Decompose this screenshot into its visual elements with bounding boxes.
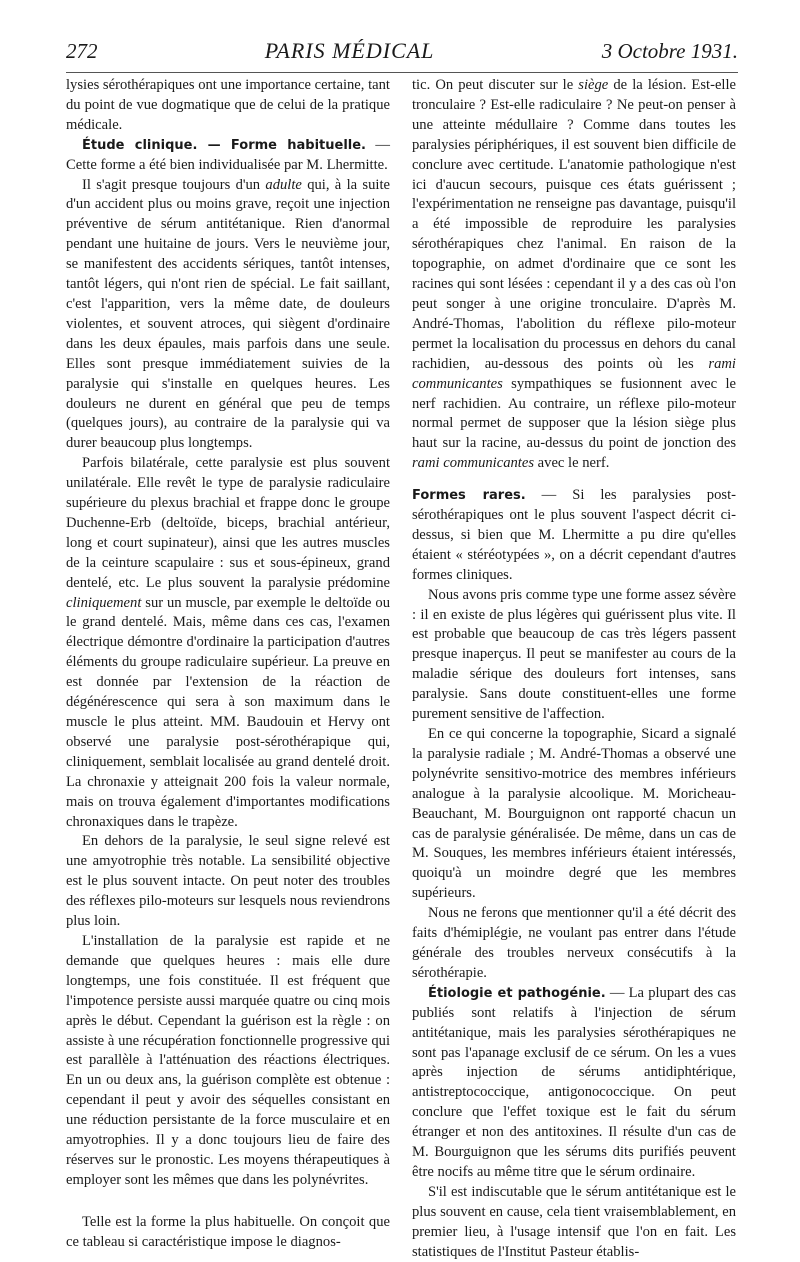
paragraph: Telle est la forme la plus habituelle. On conçoit que ce tableau si caractéristique impose le diagnos-	[66, 1213, 390, 1250]
italic-text: adulte	[265, 176, 302, 193]
italic-text: cliniquement	[66, 594, 142, 611]
text-run: Parfois bilatérale, cette paralysie est plus souvent unilatérale. Elle revêt le type de paralysie radiculaire supérieure du plexus brachial et frappe donc le groupe Duchenne-Erb (deltoïde, biceps, brachial antérieur, long et court supinateur), ainsi que les autres muscles de la ceinture scapulaire : sus et sous-épineux, grand dentelé, etc. Le plus souvent la paralysie prédomine	[66, 455, 390, 591]
issue-date: 3 Octobre 1931.	[601, 39, 738, 63]
section-heading: Étude clinique. — Forme habituelle.	[82, 137, 366, 153]
paragraph-text: — Si les paralysies post-sérothérapiques ont le plus souvent l'aspect décrit ci-dessus, si bien que M. Lhermitte a pu dire qu'elles étaient « stéréotypées », on a décrit cependant d'autres formes cliniques.	[412, 487, 736, 583]
paragraph: En ce qui concerne la topographie, Sicard a signalé la paralysie radiale ; M. André-Thomas a observé une polynévrite sensitivo-motrice des membres inférieurs analogue à la paralysie alcoolique. M. Moricheau-Beauchant, M. Bourguignon ont rapporté chacun un cas de paralysie généralisée. De même, dans un cas de M. Souques, les membres inférieurs étaient intéressés, quoiqu'à un moindre degré que les membres supérieurs.	[412, 726, 736, 902]
section-heading: Formes rares.	[412, 488, 526, 504]
text-run: qui, à la suite d'un accident plus ou moins grave, reçoit une injection préventive de sérum antitétanique. Rien d'anormal pendant une huitaine de jours. Vers le neuvième jour, se manifestent des accidents sériques, tantôt intenses, tantôt légers, qui n'ont rien de spécial. Le fait saillant, c'est l'apparition, vers la même date, de douleurs violentes, et souvent atroces, qui siègent d'ordinaire dans les deux épaules, mais parfois dans une seule. Elles sont presque immédiatement suivies de la paralysie qui s'installe en quelques heures. Les douleurs ne durent en général que peu de temps (quelques jours), au contraire de la paralysie qui va durer beaucoup plus longtemps.	[66, 176, 390, 452]
text-run: de la lésion. Est-elle tronculaire ? Est-elle radiculaire ? Ne peut-on penser à une atteinte médullaire ? Comme dans toutes les paralysies périphériques, il est souvent bien difficile de conclure avec certitude. L'anatomie pathologique n'est ici d'aucun secours, puisque ces états guérissent ; l'expérimentation ne renseigne pas davantage, puisqu'il a été impossible de reproduire les paralysies sérothérapiques chez l'animal. En raison de la topographie, on admet d'ordinaire que ce sont les racines qui sont lésées : cependant il y a des cas où l'on peut songer à une origine tronculaire. D'après M. André-Thomas, l'abolition du réflexe pilo-moteur permet la localisation du processus en dehors du canal rachidien, au-dessous des points où les	[412, 77, 737, 372]
paragraph-text: — Cette forme a été bien individualisée par M. Lhermitte.	[66, 136, 390, 173]
right-column	[412, 76, 736, 1262]
paragraph: En dehors de la paralysie, le seul signe relevé est une amyotrophie très notable. La sensibilité objective est le plus souvent intacte. On peut noter des troubles des réflexes pilo-moteurs sur lesquels nous reviendrons plus loin.	[66, 833, 390, 930]
paragraph: L'installation de la paralysie est rapide et ne demande que quelques heures : mais elle dure longtemps, une fois constituée. Il est fréquent que l'impotence persiste aussi marquée quatre ou cinq mois après le début. Cependant la guérison est la règle : on assiste à une récupération fonctionnelle progressive qui est parallèle à l'atténuation des réactions électriques. En un ou deux ans, la guérison complète est obtenue : cependant il peut y avoir des séquelles consistant en une réduction persistante de la force musculaire et en amyotrophies. Il y a donc toujours lieu de faire des réserves sur le pronostic. Les moyens thérapeutiques à employer sont les mêmes que dans les polynévrites.	[66, 932, 390, 1188]
section-formes-rares	[412, 486, 736, 586]
paragraph	[66, 176, 390, 455]
paragraph: S'il est indiscutable que le sérum antitétanique est le plus souvent en cause, cela tient vraisemblablement, en premier lieu, à l'usage intensif que l'on en fait. Les statistiques de l'Institut Pasteur établis-	[412, 1183, 736, 1260]
journal-title: PARIS MÉDICAL	[264, 38, 435, 63]
text-run: sympathiques se fusionnent avec le nerf rachidien. Au contraire, un réflexe pilo-moteur normal permet de supposer que la lésion siège plus haut sur la racine, au-dessus du point de jonction des	[412, 375, 736, 452]
text-run: Il s'agit presque toujours d'un	[82, 176, 266, 193]
paragraph: Nous ne ferons que mentionner qu'il a été décrit des faits d'hémiplégie, ne voulant pas entrer dans l'étude générale des troubles nerveux consécutifs à la sérothérapie.	[412, 905, 736, 981]
text-run: sur un muscle, par exemple le deltoïde ou le grand dentelé. Mais, même dans ces cas, l'examen électrique démontre d'ordinaire la participation d'autres éléments du groupe radiculaire supérieur. La preuve en est donnée par l'extension de la réaction de dégénérescence qui sera à son maximum dans le muscle le plus atteint. MM. Baudouin et Hervy ont observé une paralysie post-sérothérapique qui, cliniquement, semblait localisée au grand dentelé droit. La chronaxie y atteignait 200 fois la valeur normale, mais on trouva également d'importantes modifications chronaxiques dans le trapèze.	[66, 594, 390, 830]
section-forme-habituelle	[66, 136, 390, 176]
italic-text: rami communicantes	[412, 355, 736, 392]
paragraph: Nous avons pris comme type une forme assez sévère : il en existe de plus légères qui guérissent plus vite. Il est probable que beaucoup de cas très légers passent presque inaperçus. Il peut se manifester au cours de la maladie sérique des douleurs fort intenses, sans paralysie. Sans doute constituent-elles une forme purement sensitive de l'affection.	[412, 586, 736, 723]
paragraph	[66, 454, 390, 832]
header-rule	[66, 72, 738, 73]
text-run: tic. On peut discuter sur le	[412, 77, 579, 93]
running-header	[66, 38, 738, 72]
paragraph-text: — La plupart des cas publiés sont relatifs à l'injection de sérum antitétanique, mais les paralysies sérothérapiques ne sont pas l'apanage exclusif de ce sérum. On les a vues après injection de sérums antidiphtérique, antistreptococcique, antigonococcique. On peut conclure que l'effet toxique est le fait du sérum étranger et non des antitoxines. Il résulte d'un cas de M. Bourguignon que les sérums dits purifiés peuvent être nocifs au même titre que le sérum ordinaire.	[412, 984, 736, 1180]
page-number: 272	[66, 39, 98, 63]
left-column	[66, 76, 390, 1253]
paragraph	[412, 76, 736, 474]
text-run: avec le nerf.	[534, 455, 610, 472]
section-etiologie	[412, 984, 736, 1183]
italic-text: rami communicantes	[412, 455, 535, 472]
paragraph: lysies sérothérapiques ont une importance certaine, tant du point de vue dogmatique que de celui de la pratique médicale.	[66, 77, 390, 133]
italic-text: siège	[578, 77, 609, 93]
section-heading: Étiologie et pathogénie.	[428, 985, 606, 1001]
